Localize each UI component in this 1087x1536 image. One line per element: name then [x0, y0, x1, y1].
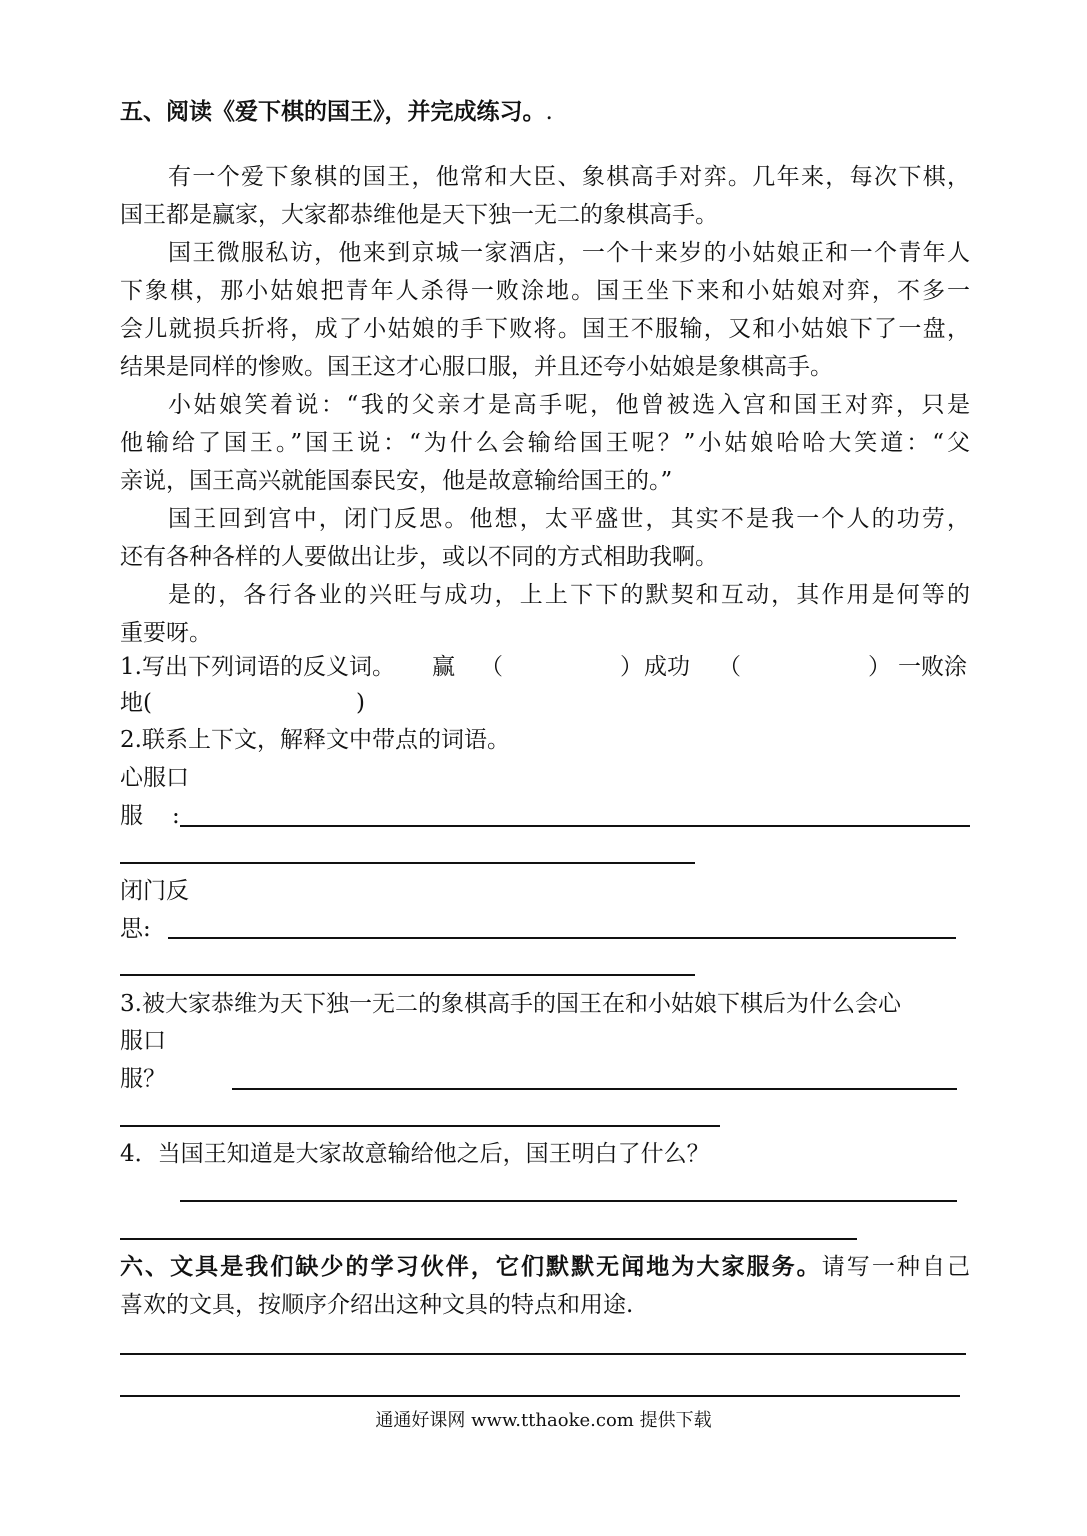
passage-line-4: 下象棋，那小姑娘把青年人杀得一败涂地。国王坐下来和小姑娘对弈，不多一	[120, 278, 970, 304]
q2-term-1-b-text: 服	[120, 803, 143, 829]
page-footer: 通通好课网 www.tthaoke.com 提供下载	[375, 1410, 712, 1431]
question-1	[120, 648, 970, 686]
section-6-instruction: 请写一种自己	[821, 1254, 971, 1280]
section-5-title-tail: .	[545, 99, 553, 125]
q1-paren-open-1: （	[480, 654, 503, 680]
q2-answer-line-2b[interactable]	[120, 974, 695, 976]
passage-line-8: 他输给了国王。”国王说：“为什么会输给国王呢？”小姑娘哈哈大笑道：“父	[120, 430, 970, 456]
q2-term-1-a: 心服口	[120, 765, 189, 791]
q1-paren-close-2: ）	[868, 654, 891, 680]
q1-word-1: 赢	[432, 654, 455, 680]
q3-answer-line-a[interactable]	[232, 1088, 957, 1090]
q2-term-1-b	[120, 797, 180, 835]
q1-paren-close-1: ）	[620, 654, 643, 680]
passage-line-13: 重要呀。	[120, 620, 212, 646]
passage-line-10: 国王回到宫中，闭门反思。他想，太平盛世，其实不是我一个人的功劳，	[168, 506, 970, 532]
section-6-line-1	[120, 1248, 970, 1286]
passage-line-12: 是的，各行各业的兴旺与成功，上上下下的默契和互动，其作用是何等的	[168, 582, 970, 608]
passage-line-9: 亲说，国王高兴就能国泰民安，他是故意输给国王的。”	[120, 468, 673, 494]
passage-line-6: 结果是同样的惨败。国王这才心服口服，并且还夸小姑娘是象棋高手。	[120, 354, 833, 380]
q3-answer-line-b[interactable]	[120, 1125, 720, 1127]
section-6-writing-line-2[interactable]	[120, 1395, 960, 1397]
section-5-title	[120, 93, 970, 131]
q1-prompt: 1.写出下列词语的反义词。	[120, 654, 395, 680]
passage-line-11: 还有各种各样的人要做出让步，或以不同的方式相助我啊。	[120, 544, 718, 570]
section-5-title-text: 五、阅读《爱下棋的国王》，并完成练习。	[120, 98, 546, 125]
question-1-cont	[120, 684, 970, 722]
q2-answer-line-1b[interactable]	[120, 862, 695, 864]
q4-answer-line-a[interactable]	[180, 1200, 957, 1202]
passage-line-1: 有一个爱下象棋的国王，他常和大臣、象棋高手对弈。几年来，每次下棋，	[168, 164, 970, 190]
q1-answer-blank-3[interactable]	[160, 684, 350, 714]
q3-line-2: 服口	[120, 1028, 166, 1054]
q2-term-1-colon: :	[172, 803, 180, 829]
q4-answer-line-b[interactable]	[120, 1238, 857, 1240]
q1-word-2: 成功	[644, 654, 690, 680]
q1-answer-blank-2[interactable]	[750, 648, 870, 678]
q1-word-3-tail: 地(	[120, 690, 152, 716]
q3-line-3: 服？	[120, 1066, 166, 1092]
section-6-line-2: 喜欢的文具，按顺序介绍出这种文具的特点和用途.	[120, 1292, 634, 1318]
q4-line-1: 4．当国王知道是大家故意输给他之后，国王明白了什么？	[120, 1141, 710, 1167]
q2-prompt: 2.联系上下文，解释文中带点的词语。	[120, 727, 510, 753]
section-6-title: 六、文具是我们缺少的学习伙伴，它们默默无闻地为大家服务。	[120, 1253, 822, 1280]
passage-line-5: 会儿就损兵折将，成了小姑娘的手下败将。国王不服输，又和小姑娘下了一盘，	[120, 316, 970, 342]
passage-line-2: 国王都是赢家，大家都恭维他是天下独一无二的象棋高手。	[120, 202, 718, 228]
q1-close-paren-3: )	[356, 690, 365, 716]
q2-term-2-a: 闭门反	[120, 878, 189, 904]
section-6-writing-line-1[interactable]	[120, 1353, 966, 1355]
q2-term-2-b: 思:	[120, 916, 151, 942]
passage-line-7: 小姑娘笑着说：“我的父亲才是高手呢，他曾被选入宫和国王对弈，只是	[168, 392, 970, 418]
q1-word-3-head: 一败涂	[898, 654, 967, 680]
q1-answer-blank-1[interactable]	[510, 648, 610, 678]
q2-answer-line-1a[interactable]	[180, 825, 970, 827]
q1-paren-open-2: （	[718, 654, 741, 680]
passage-line-3: 国王微服私访，他来到京城一家酒店，一个十来岁的小姑娘正和一个青年人	[168, 240, 970, 266]
q2-answer-line-2a[interactable]	[168, 937, 956, 939]
q3-line-1: 3.被大家恭维为天下独一无二的象棋高手的国王在和小姑娘下棋后为什么会心	[120, 991, 901, 1017]
